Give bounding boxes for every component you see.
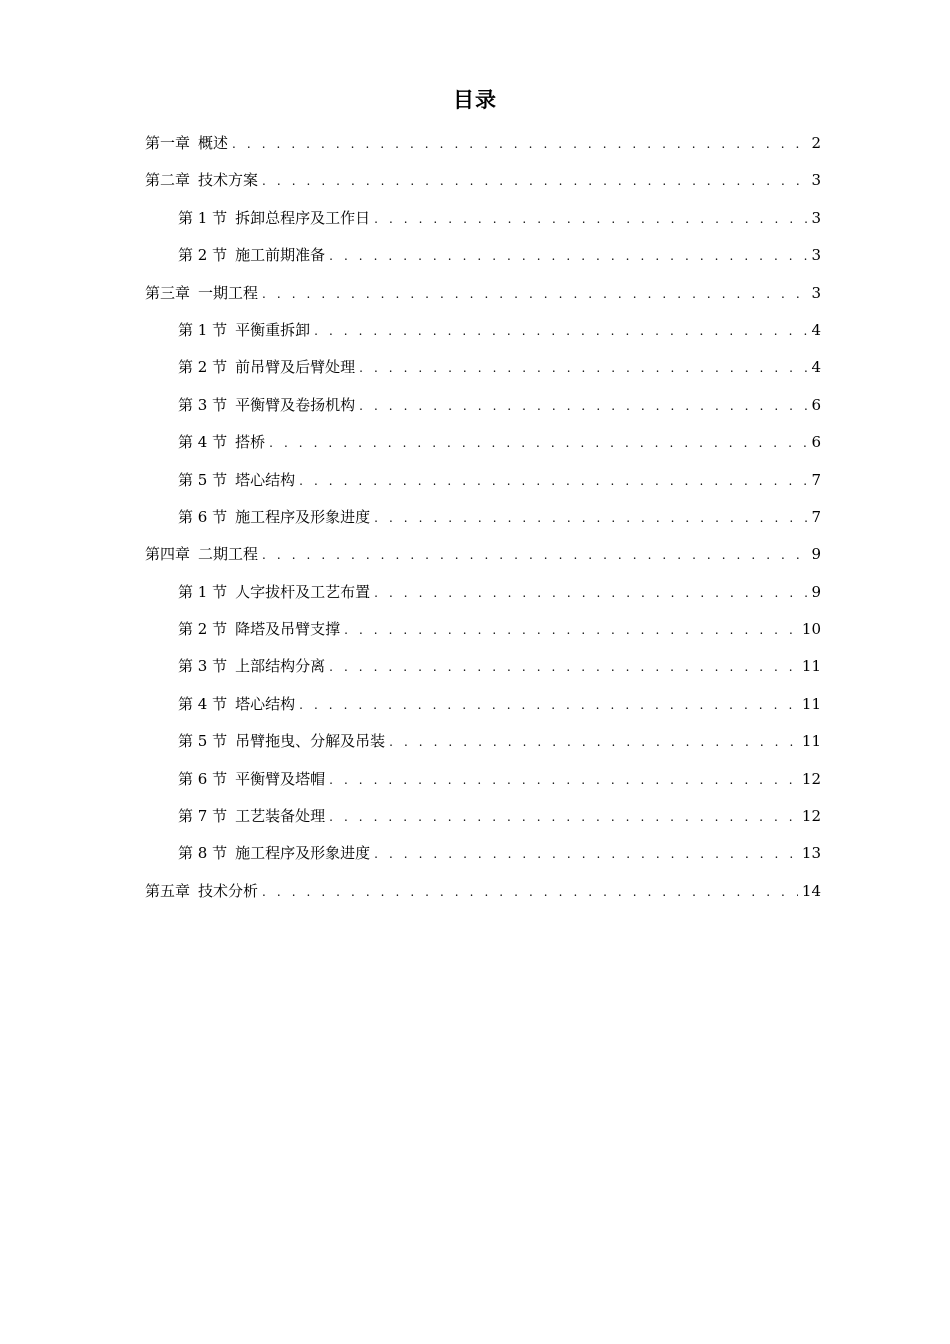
toc-section-entry[interactable] (145, 424, 821, 461)
toc-entry-title: 吊臂拖曳、分解及吊装 (235, 732, 386, 751)
toc-entry-number: 第 4 节 (178, 694, 228, 713)
toc-entry-number: 第 8 节 (178, 844, 228, 863)
toc-entry-label (178, 723, 389, 760)
toc-entry-number: 第四章 (145, 545, 191, 564)
toc-section-entry[interactable] (145, 237, 821, 274)
toc-entry-number: 第 5 节 (178, 470, 228, 489)
toc-entry-title: 技术分析 (198, 881, 259, 900)
dot-leader (374, 201, 807, 238)
toc-entry-label (145, 873, 262, 910)
toc-section-entry[interactable] (145, 387, 821, 424)
toc-entry-title: 平衡重拆卸 (235, 320, 311, 339)
toc-entry-title: 塔心结构 (235, 694, 296, 713)
dot-leader (344, 612, 798, 649)
toc-section-entry[interactable] (145, 648, 821, 685)
toc-section-entry[interactable] (145, 200, 821, 237)
dot-leader (262, 163, 807, 200)
toc-entry-number: 第 1 节 (178, 582, 228, 601)
toc-entry-title: 技术方案 (198, 171, 259, 190)
toc-entry-number: 第 2 节 (178, 620, 228, 639)
toc-page-number: 11 (801, 694, 821, 713)
toc-page-number: 9 (811, 545, 821, 564)
toc-page-number: 10 (801, 620, 821, 639)
toc-entry-label (178, 686, 299, 723)
toc-entry-label (145, 125, 232, 162)
toc-page-number: 4 (811, 320, 821, 339)
toc-entry-title: 平衡臂及卷扬机构 (235, 395, 356, 414)
dot-leader (299, 463, 807, 500)
toc-page-number: 4 (811, 358, 821, 377)
toc-entry-title: 前吊臂及后臂处理 (235, 358, 356, 377)
toc-entry-label (178, 798, 329, 835)
toc-page-number: 6 (811, 395, 821, 414)
toc-page-number: 13 (801, 844, 821, 863)
toc-entry-title: 施工前期准备 (235, 246, 326, 265)
toc-chapter-entry[interactable] (145, 536, 821, 573)
toc-section-entry[interactable] (145, 574, 821, 611)
toc-entry-number: 第 4 节 (178, 433, 228, 452)
toc-page-number: 2 (811, 134, 821, 152)
dot-leader (374, 500, 807, 537)
toc-entry-label (178, 499, 374, 536)
toc-entry-number: 第 2 节 (178, 246, 228, 265)
dot-leader (232, 126, 807, 163)
toc-section-entry[interactable] (145, 686, 821, 723)
dot-leader (329, 762, 798, 799)
toc-entry-title: 降塔及吊臂支撑 (235, 620, 341, 639)
toc-page-number: 12 (801, 769, 821, 788)
dot-leader (269, 425, 807, 462)
toc-entry-number: 第 6 节 (178, 769, 228, 788)
toc-entry-number: 第一章 (145, 134, 191, 152)
toc-section-entry[interactable] (145, 761, 821, 798)
toc-entry-number: 第 5 节 (178, 732, 228, 751)
toc-page-number: 3 (811, 171, 821, 190)
toc-entry-title: 一期工程 (198, 283, 259, 302)
toc-entry-number: 第 2 节 (178, 358, 228, 377)
dot-leader (262, 276, 807, 313)
toc-entry-number: 第三章 (145, 283, 191, 302)
toc-entry-number: 第 1 节 (178, 208, 228, 227)
toc-entry-label (178, 200, 374, 237)
toc-entry-title: 施工程序及形象进度 (235, 507, 371, 526)
toc-entry-title: 人字拔杆及工艺布置 (235, 582, 371, 601)
page-title: 目录 (453, 88, 497, 112)
toc-entry-label (178, 574, 374, 611)
dot-leader (359, 388, 807, 425)
toc-entry-title: 塔心结构 (235, 470, 296, 489)
dot-leader (329, 649, 798, 686)
toc-section-entry[interactable] (145, 723, 821, 760)
toc-entry-label (178, 349, 359, 386)
toc-section-entry[interactable] (145, 611, 821, 648)
toc-page-number: 9 (811, 582, 821, 601)
toc-section-entry[interactable] (145, 835, 821, 872)
toc-entry-label (178, 648, 329, 685)
toc-entry-title: 上部结构分离 (235, 657, 326, 676)
dot-leader (314, 313, 807, 350)
toc-section-entry[interactable] (145, 349, 821, 386)
dot-leader (329, 799, 798, 836)
toc-page-number: 12 (801, 807, 821, 826)
toc-entry-title: 工艺装备处理 (235, 807, 326, 826)
toc-entry-title: 搭桥 (235, 433, 266, 452)
toc-page-number: 7 (811, 507, 821, 526)
toc-chapter-entry[interactable] (145, 275, 821, 312)
toc-page-number: 3 (811, 246, 821, 265)
toc-section-entry[interactable] (145, 312, 821, 349)
dot-leader (329, 238, 807, 275)
toc-chapter-entry[interactable] (145, 873, 821, 910)
toc-entry-number: 第 3 节 (178, 657, 228, 676)
dot-leader (374, 575, 807, 612)
dot-leader (359, 350, 807, 387)
dot-leader (389, 724, 798, 761)
toc-page-number: 14 (801, 881, 821, 900)
table-of-contents (145, 125, 821, 910)
toc-entry-number: 第二章 (145, 171, 191, 190)
toc-entry-label (178, 387, 359, 424)
toc-page-number: 3 (811, 283, 821, 302)
toc-entry-label (145, 536, 262, 573)
toc-entry-title: 施工程序及形象进度 (235, 844, 371, 863)
toc-entry-label (178, 462, 299, 499)
toc-entry-label (178, 835, 374, 872)
toc-page-number: 11 (801, 732, 821, 751)
toc-entry-label (178, 237, 329, 274)
toc-entry-label (145, 162, 262, 199)
dot-leader (299, 687, 798, 724)
toc-entry-label (178, 761, 329, 798)
toc-entry-number: 第 1 节 (178, 320, 228, 339)
toc-entry-number: 第五章 (145, 881, 191, 900)
dot-leader (262, 537, 807, 574)
toc-entry-title: 拆卸总程序及工作日 (235, 208, 371, 227)
toc-entry-number: 第 6 节 (178, 507, 228, 526)
toc-page-number: 6 (811, 433, 821, 452)
toc-entry-label (178, 611, 344, 648)
toc-entry-label (178, 312, 314, 349)
toc-entry-label (178, 424, 269, 461)
toc-section-entry[interactable] (145, 798, 821, 835)
toc-entry-title: 平衡臂及塔帽 (235, 769, 326, 788)
toc-page-number: 11 (801, 657, 821, 676)
dot-leader (262, 874, 798, 911)
toc-page-number: 7 (811, 470, 821, 489)
dot-leader (374, 836, 798, 873)
toc-entry-title: 概述 (198, 134, 229, 152)
toc-chapter-entry[interactable] (145, 162, 821, 199)
toc-page-number: 3 (811, 208, 821, 227)
toc-chapter-entry[interactable] (145, 125, 821, 162)
toc-entry-label (145, 275, 262, 312)
toc-entry-number: 第 3 节 (178, 395, 228, 414)
toc-section-entry[interactable] (145, 499, 821, 536)
toc-section-entry[interactable] (145, 462, 821, 499)
toc-entry-number: 第 7 节 (178, 807, 228, 826)
toc-entry-title: 二期工程 (198, 545, 259, 564)
